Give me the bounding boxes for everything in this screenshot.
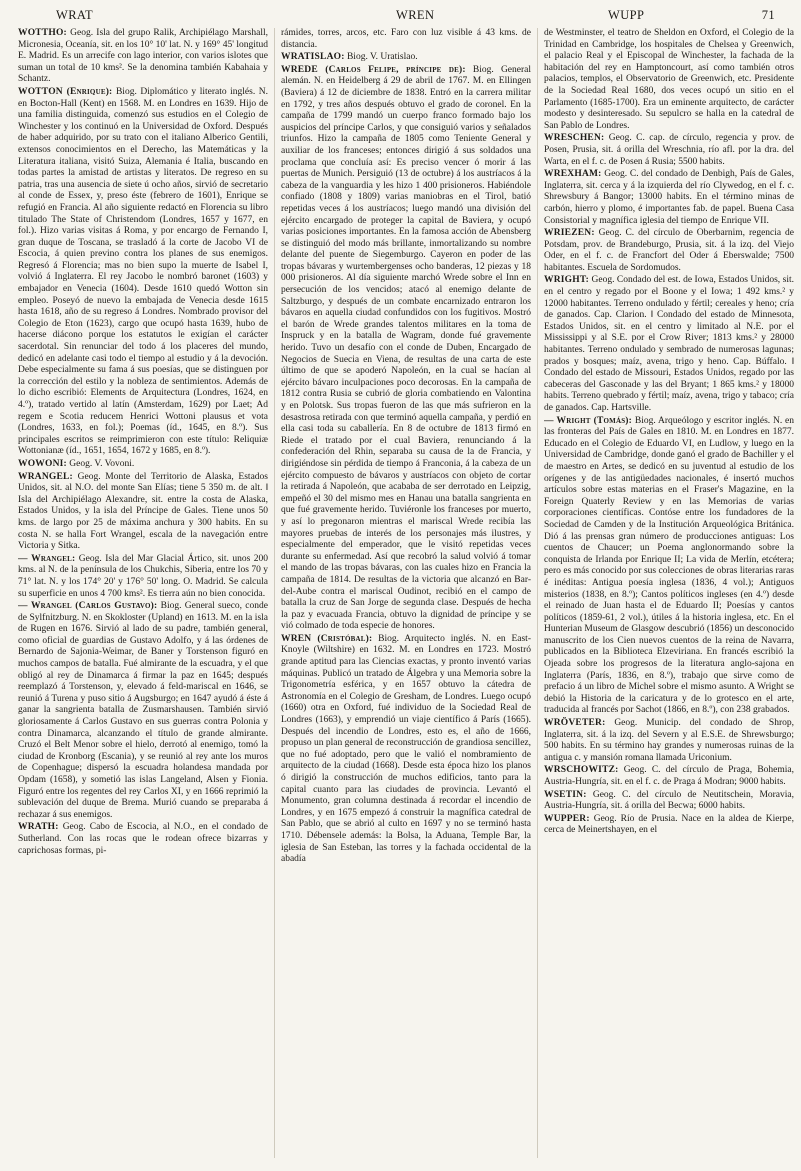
dictionary-entry: [281, 28, 531, 51]
entry-headword: WOTTHO:: [18, 28, 67, 38]
entry-headword: WREN (Cristóbal):: [281, 633, 373, 644]
dictionary-entry: [281, 52, 531, 64]
entry-body: Biog. General sueco, conde de Sylfnitzburg. N. en Skokloster (Upland) en 1613. M. en la isla de Rugen en 1676. Sirvió al lado de su padre, también general, como oficial de guardias de Gustavo Adolfo, y á las órdenes de Bernardo de Sajonia-Weimar, de Baner y Torstenson figuró en muchos campos de batalla. Fué almirante de la escuadra, y el que obligó al rey de Dinamarca á firmar la paz en 1645; después reemplazó á Torstenson, y, elevado á feld-mariscal en 1646, se reunió á Turena y puso sitio á Augsburgo; en 1647 ayudó á éste á ganar la sangrienta batalla de Zusmarshausen. También sirvió gloriosamente á Carlos Gustavo en sus guerras contra Polonia y contra Dinamarca, alcanzando el título de grande almirante. Cruzó el Belt Menor sobre el hielo, derrotó al enemigo, tomó la ciudad de Kronborg (Escania), y se reunió al rey ante los muros de Copenhague; dispersó la escuadra holandesa mandada por Opdam (1658), y sometió las islas Langeland, Alsen y Fionia. Figuró entre los regentes del rey Carlos XI, y en 1666 reprimió la sublevación del duque de Brema. Murió cuando se preparaba á rechazar á sus enemigos.: [18, 601, 268, 820]
dictionary-entry: [544, 765, 794, 788]
entry-body: Geog. C. cap. de círculo, regencia y prov. de Posen, Prusia, sit. á orilla del Wreschnia, río afl. por la dra. del Warta, en el f. c. de Posen á Rusia; 5500 habits.: [544, 133, 794, 167]
column-3: [544, 28, 794, 1166]
entry-body: Geog. C. del círculo de Neutitschein, Moravia, Austria-Hungría, sit. á orilla del Becwa; 6000 habits.: [544, 789, 794, 812]
entry-headword: WSETIN:: [544, 789, 587, 800]
entry-headword: WRSCHOWITZ:: [544, 765, 619, 776]
entry-headword: WRIGHT:: [544, 275, 590, 286]
text-columns: [18, 28, 794, 1166]
entry-body: Geog. Isla del grupo Ralik, Archipiélago Marshall, Micronesia, Oceanía, sit. en los 10° 10' lat. N. y 169° 45' longitud E. Madrid. Es un arrecife con lago interior, con varios islotes que suman un total de 10 kms². Se la denomina también Kabahaia y Schantz.: [18, 28, 268, 85]
entry-headword: WRÖVETER:: [544, 718, 606, 729]
entry-body: Geog. C. del círculo de Praga, Bohemia, Austria-Hungría, sit. en el f. c. de Praga á Modran; 9000 habits.: [544, 765, 794, 787]
dictionary-entry: [544, 275, 794, 414]
entry-headword: — Wrangel:: [18, 553, 76, 564]
dictionary-entry: [544, 718, 794, 764]
entry-headword: WUPPER:: [544, 813, 590, 824]
entry-headword: WREDE (Carlos Felipe, príncipe de):: [281, 64, 466, 75]
dictionary-entry: [18, 554, 268, 600]
entry-headword: WRESCHEN:: [544, 133, 605, 144]
entry-headword: WRANGEL:: [18, 471, 73, 482]
entry-body: Geog. Condado del est. de Iowa, Estados Unidos, sit. en el centro y regado por el Boone y el Iowa; 1 492 kms.² y 12000 habitantes. Terreno ondulado y fértil; cereales y heno; cría de ganados. Cap. Clarion. ‖ Condado del estado de Minnesota, Estados Unidos, sit. en el centro y limitado al N.E. por el Mississippi y al S.E. por el Crow River; 1813 kms.² y 28000 habitantes. Terreno ondulado y sembrado de numerosas lagunas; prados y bosques; maíz, avena, trigo y heno. Cap. Búffalo. ‖ Condado del estado de Missouri, Estados Unidos, regado por las cabeceras del Gasconade y las del Bryant; 1 865 kms.² y 18000 habits. Terreno quebrado y fértil; maíz, avena, trigo y tabaco; cría de ganados. Cap. Hartsville.: [544, 275, 794, 413]
entry-body: Geog. Monte del Territorio de Alaska, Estados Unidos, sit. al N.O. del monte San Elías; tiene 5 350 m. de alt. ‖ Isla del Archipiélago Alexandre, sit. entre la costa de Alaska, Estados Unidos, y la isla del Príncipe de Gales. Tiene unos 50 kms. de largo por 25 de máxima anchura y 300 habits. En su costa N. se halla Fort Wrangel, escala de la navegación entre Victoria y Sitka.: [18, 471, 268, 552]
dictionary-entry: [544, 416, 794, 717]
dictionary-entry: [544, 228, 794, 274]
entry-headword: — Wrangel (Carlos Gustavo):: [18, 601, 158, 612]
entry-body: Biog. Diplomático y literato inglés. N. en Bocton-Hall (Kent) en 1568. M. en Londres en 1639. Hijo de una familia distinguida, comenzó sus estudios en el Colegio de Winchester y los continuó en la Universidad de Oxford. Después de haber adquirido, por su trato con el italiano Alberico Gentili, extensos conocimientos en el Derecho, las Matemáticas y la Literatura italiana, visitó Suiza, Alemania é Italia, buscando en todas partes la amistad de artistas y literatos. De regreso en su patria, tras una ausencia de siete ú ocho años, sirvió de secretario al conde de Essex, y, preso éste (febrero de 1601), Enrique se refugió en Francia. Al año siguiente redactó en Florencia su libro titulado The State of Christendom (Londres, 1657 y 1677, en fol.). Hizo varias visitas á Roma, y por encargo de Fernando I, gran duque de Toscana, se trasladó á la corte de Jacobo VI de Escocia, á quien previno contra los planes de sus enemigos. Regresó á Florencia; mas no bien supo la muerte de Isabel I, volvió á Inglaterra. El rey Jacobo le nombró baronet (1603) y embajador en Venecia (1604). Desde 1610 quedó Wotton sin empleo. Poseyó de nuevo la embajada de Venecia desde 1615 hasta 1618, año de su regreso á Londres. Nombrado provisor del Colegio de Eton (1623), cargo que ocupó hasta 1639, hubo de hacerse diácono porque los estatutos le exigían el carácter sacerdotal. Sin renunciar del todo á los placeres del mundo, dedicó en adelante casi todo el tiempo al estudio y á la devoción. Debe especialmente su fama á sus poesías, que se distinguen por la corrección del estilo y la nobleza de sentimientos. Además de lo dicho escribió: Elements de Arquitectura (Londres, 1624, en 4.º), tratado vertido al latín (Amsterdam, 1629) por Laet; Ad regem e Scotia reducem Henrici Wottoni plausus et vota (Londres, 1633, en fol.); Poemas (íd., 1645, en 8.º). Sus principales escritos se reimprimieron con este título: Reliquiæ Wottonianæ (íd., 1651, 1654, 1672 y 1685, en 8.º).: [18, 86, 268, 457]
column-1: [18, 28, 268, 1166]
guide-word-center: WREN: [396, 8, 435, 22]
guide-word-left: WRAT: [56, 8, 94, 22]
entry-headword: WRATH:: [18, 822, 59, 833]
entry-body: Geog. C. del condado de Denbigh, País de Gales, Inglaterra, sit. cerca y á la izquierda del río Clywedog, en el f. c. Shrewsbury á Bangor; 13000 habits. En el término minas de carbón, hierro y plomo, é importantes fab. de papel. Buena Casa Consistorial y magnífica iglesia del tiempo de Enrique VII.: [544, 169, 794, 226]
entry-body: Biog. V. Uratislao.: [344, 52, 418, 63]
entry-headword: WRATISLAO:: [281, 52, 345, 63]
entry-body: de Westminster, el teatro de Sheldon en Oxford, el Colegio de la Trinidad en Cambridge, los hospitales de Chelsea y Greenwich, el palacio Real y el Episcopal de Winchester, la fachada de la habitación del rey en Hamptoncourt, así como también otros palacios, templos, el Observatorio de Greenwich, etc. Presidente de la Sociedad Real 1680, dos veces ocupó un sitio en el Parlamento (1685-1700). Era un eminente arquitecto, de carácter modesto y desinteresado. Su sepulcro se halla en la catedral de San Pablo de Londres.: [544, 28, 794, 131]
dictionary-entry: [18, 459, 268, 471]
entry-body: Geog. Isla del Mar Glacial Ártico, sit. unos 200 kms. al N. de la península de los Chukchis, Siberia, entre los 70 y 71° lat. N. y los 174° 20' y 176° 50' long. O. Madrid. Se calcula su superficie en unos 4 700 kms². Es tierra aún no bien conocida.: [18, 553, 268, 599]
page-number: 71: [761, 8, 775, 22]
dictionary-entry: [18, 87, 268, 458]
entry-body: Geog. Municip. del condado de Shrop, Inglaterra, sit. á la izq. del Severn y al E.S.E. de Shrewsburgo; 500 habits. En su término hay grandes y numerosas ruinas de la antigua c. y mansión romana llamada Uriconium.: [544, 718, 794, 763]
running-head: [18, 8, 783, 26]
dictionary-entry: [544, 28, 794, 132]
dictionary-entry: [544, 133, 794, 168]
guide-word-right: WUPP: [608, 8, 645, 22]
entry-body: Biog. Arqueólogo y escritor inglés. N. en las fronteras del País de Gales en 1810. M. en Londres en 1877. Educado en el Colegio de Eduardo VI, en Ludlow, y luego en la Universidad de Cambridge, donde ganó el grado de Bachiller y el de maestro en Artes, se dedicó en su juventud al estudio de los orígenes y de las antigüedades nacionales, é insertó muchos artículos sobre estas materias en el Fraser's Magazine, en la Foreign Quaterly Review y en las Memorias de varias corporaciones científicas. Contóse entre los fundadores de la Sociedad de Camden y de la Institución Arqueológica Británica. Dió á las prensas gran número de producciones antiguas: Los cuentos de Chaucer; un Poema anglonormando sobre la conquista de Irlanda por Enrique II; La vida de Merlín, etcétera; pero es más conocido por sus colecciones de obras literarias raras é inéditas: Antigua poesía inglesa (1836, 4 vol.); Antiguos misterios (1838, en 8.º); Cantos políticos ingleses (en 4.º) desde el reinado de Juan hasta el de Eduardo II; Poesías y cantos políticos (1859-61, 2 vol.), útiles á la historia inglesa, etc. En el Hunterian Museum de Glasgow descubrió (1856) un desconocido manuscrito de los Cien nuevos cuentos de la reina de Navarra, publicados en la Biblioteca Elzeviriana. En francés escribió la Ojeada sobre los progresos de la literatura anglo-sajona en Inglaterra (París, 1836, en 8.º), trabajo que sirve como de prefacio á un libro de Michel sobre el mismo asunto. A Wright se debió la Historia de la caricatura y de lo grotesco en el arte, traducida al francés por Sachot (1866, en 8.º), con 238 grabados.: [544, 415, 794, 716]
entry-body: Biog. Arquitecto inglés. N. en East-Knoyle (Wiltshire) en 1632. M. en Londres en 1723. Mostró grande aptitud para las Ciencias exactas, y pronto inventó varias máquinas. Publicó un tratado de Álgebra y una Memoria sobre la Trigonometría esférica, y en 1657 obtuvo la cátedra de Astronomía en el Colegio de Gresham, de Londres. Luego ocupó (1660) otra en Oxford, fué individuo de la Sociedad Real de Londres (1663), y emprendió un viaje científico á París (1665). Después del incendio de Londres, esto es, el año de 1666, propuso un plan general de reconstrucción de grandiosa sencillez, que no fué adoptado, pero que le valió el nombramiento de arquitecto de la ciudad (1668). Desde esta época hizo los planos ó dirigió la construcción de muchos edificios, tanto para la capital cuanto para las ciudades de provincia. Levantó el Monumento, gran columna destinada á recordar el incendio de Londres, y en 1675 empezó á construir la magnífica catedral de San Pablo, que se abrió al culto en 1697 y no se terminó hasta 1710. Débensele además: la Bolsa, la Aduana, Temple Bar, la iglesia de San Esteban, las torres y la fachada occidental de la abadía: [281, 633, 531, 865]
entry-headword: WOWONI:: [18, 458, 67, 469]
dictionary-entry: [18, 472, 268, 553]
entry-body: Geog. Cabo de Escocia, al N.O., en el condado de Sutherland. Con las rocas que le rodean ofrece bizarras y caprichosas formas, pi-: [18, 822, 268, 856]
dictionary-entry: [544, 790, 794, 813]
column-2: [281, 28, 531, 1166]
dictionary-entry: [18, 822, 268, 857]
entry-body: Geog. C. del círculo de Oberbarnim, regencia de Potsdam, prov. de Brandeburgo, Prusia, sit. á la izq. del Viejo Oder, en el f. c. de Francfort del Oder á Eberswalde; 7500 habitantes. Escuela de Sordomudos.: [544, 228, 794, 273]
dictionary-entry: [281, 65, 531, 633]
dictionary-entry: [544, 814, 794, 837]
entry-body: Geog. V. Vovoni.: [66, 458, 135, 469]
entry-body: rámides, torres, arcos, etc. Faro con luz visible á 43 kms. de distancia.: [281, 28, 531, 50]
dictionary-entry: [18, 28, 268, 86]
entry-headword: WOTTON (Enrique):: [18, 86, 113, 97]
entry-headword: WREXHAM:: [544, 169, 602, 180]
entry-body: Biog. General alemán. N. en Heidelberg á 29 de abril de 1767. M. en Ellingen (Baviera) á 12 de diciembre de 1838. Entró en la carrera militar en 1792, y tres años después obtuvo el grado de coronel. En la campaña de 1799 mandó un cuerpo franco formado bajo los auspicios del príncipe Carlos, y que consiguió varios y señalados triunfos. Hizo la campaña de 1805 como Teniente General y auxiliar de los franceses; entonces dirigió á sus soldados una proclama que concluía así: Es preciso vencer ó morir á las puertas de Munich. Persiguió (13 de octubre) á los austríacos á la cabeza de la vanguardia y les hizo 1 400 prisioneros. Habiéndole confiado (1808 y 1809) varias maniobras en el Tirol, batió repetidas veces á los austríacos; luego mandó una división del ejército encargado de proteger la capital de Baviera, y ocupó varias posiciones importantes. En la famosa acción de Abensberg se distinguió del modo más brillante, inmortalizando su nombre delante del puente de Siegemburgo. Cayeron en poder de las tropas bávaras y wurtembergenses ocho banderas, 12 piezas y 18 000 prisioneros. Al día siguiente marchó Wrede sobre el Inn en persecución de los vencidos; atacó al enemigo delante de Saltzburgo, y después de un combate encarnizado entraron los bávaros en aquella ciudad confundidos con los fugitivos. Mostró el barón de Wrede grandes talentos militares en la toma de Inspruck y en la batalla de Wagram, donde fué gravemente herido. Tuvo un desafío con el conde de Duben, Encargado de Negocios de Suecia en Viena, de resultas de una carta de este último de que se apoderó Napoleón, en la cual se hacían al ejército bávaro inculpaciones poco decorosas. En la campaña de 1812 contra Rusia se cubrió de gloria combatiendo en Valontina y en Polotsk. Sus tropas fueron de las que más sufrieron en la desastrosa retirada con que terminó aquella campaña, y perdió en ella casi toda su caballería. En 8 de octubre de 1813 firmó en Riede el tratado por el cual Baviera, renunciando á la confederación del Rhin, separaba su causa de la de Francia, y dirigiéndose sin pérdida de tiempo á Franconia, á la cabeza de un ejército compuesto de bávaros y austríacos con objeto de cortar la retirada á Napoleón, que acababa de ser derrotado en Leipzig, empeñó el 30 del mismo mes en Hanau una batalla sangrienta en que fué gravemente herido. Tuviéronle los franceses por muerto, y así lo pregonaron mientras el mariscal Wrede recibía las mayores pruebas de interés de los personajes más ilustres, y especialmente del emperador, que le visitó repetidas veces durante su enfermedad. Así que recobró la salud volvió á tomar el mando de las tropas bávaras, con las cuales hizo en Francia la campaña de 1814. De resultas de la victoria que alcanzó en Bar-del-Aube contra el mariscal Oudinot, recibió en el campo de batalla la cruz de San Jorge de segunda clase. Después de hecha la paz y evacuada Francia, obtuvo la dignidad de príncipe y se vió colmado de toda especie de honores.: [281, 64, 531, 632]
entry-headword: — Wright (Tomás):: [544, 415, 633, 426]
dictionary-entry: [18, 601, 268, 821]
dictionary-entry: [544, 169, 794, 227]
entry-headword: WRIEZEN:: [544, 228, 595, 239]
dictionary-entry: [281, 634, 531, 866]
entry-body: Geog. Río de Prusia. Nace en la aldea de Kierpe, cerca de Meinertshayen, en el: [544, 813, 794, 836]
